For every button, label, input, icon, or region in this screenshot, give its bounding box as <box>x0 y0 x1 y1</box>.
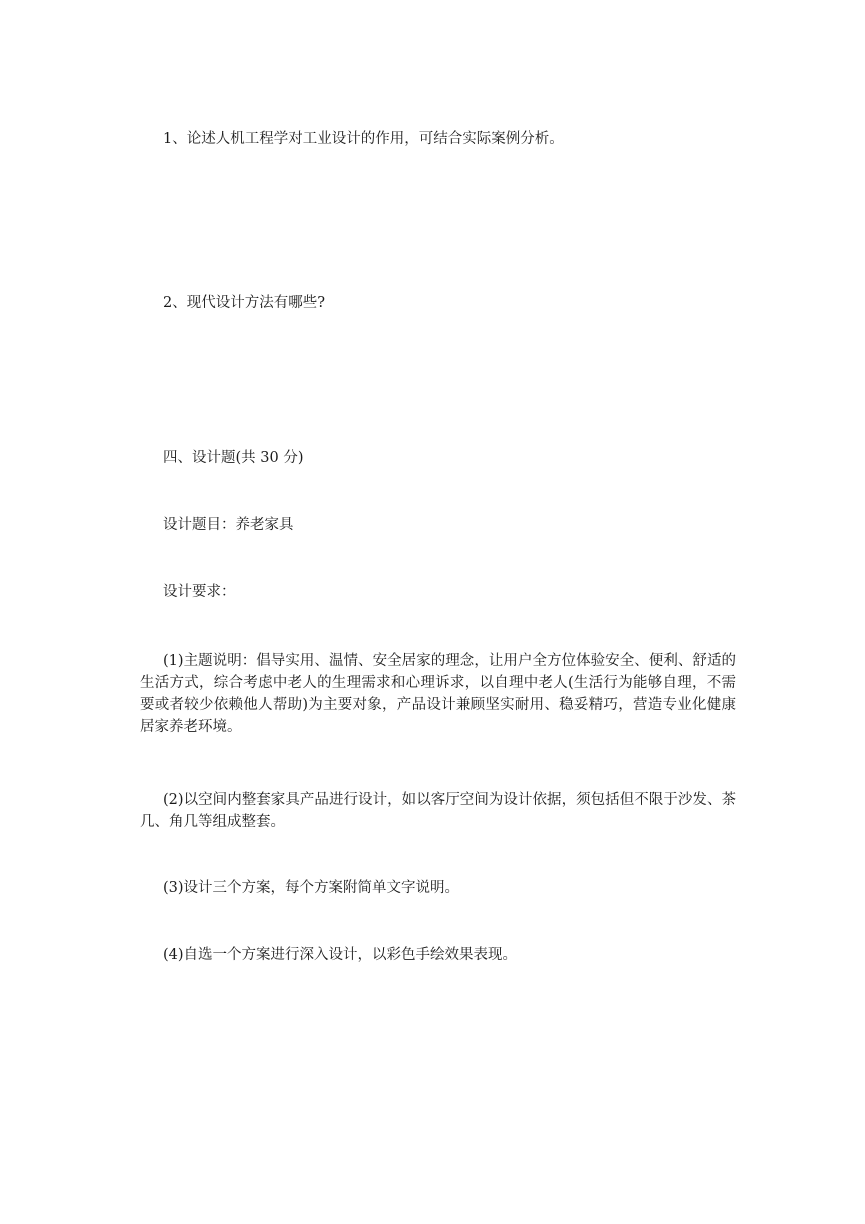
question-2: 2、现代设计方法有哪些? <box>163 295 325 311</box>
requirement-1: (1)主题说明：倡导实用、温情、安全居家的理念，让用户全方位体验安全、便利、舒适的生活方式，综合考虑中老人的生理需求和心理诉求，以自理中老人(生活行为能够自理，不需要或者较少依赖他人帮助)为主要对象，产品设计兼顾坚实耐用、稳妥精巧，营造专业化健康居家养老环境。 <box>140 653 736 735</box>
design-topic: 设计题目：养老家具 <box>163 517 294 533</box>
question-1: 1、论述人机工程学对工业设计的作用，可结合实际案例分析。 <box>163 131 564 147</box>
requirement-2: (2)以空间内整套家具产品进行设计，如以客厅空间为设计依据，须包括但不限于沙发、茶几、角几等组成整套。 <box>140 792 736 830</box>
requirements-label: 设计要求： <box>163 584 236 600</box>
section-heading: 四、设计题(共 30 分) <box>163 450 304 466</box>
requirement-3: (3)设计三个方案，每个方案附简单文字说明。 <box>163 880 460 896</box>
requirement-4: (4)自选一个方案进行深入设计，以彩色手绘效果表现。 <box>163 947 518 963</box>
